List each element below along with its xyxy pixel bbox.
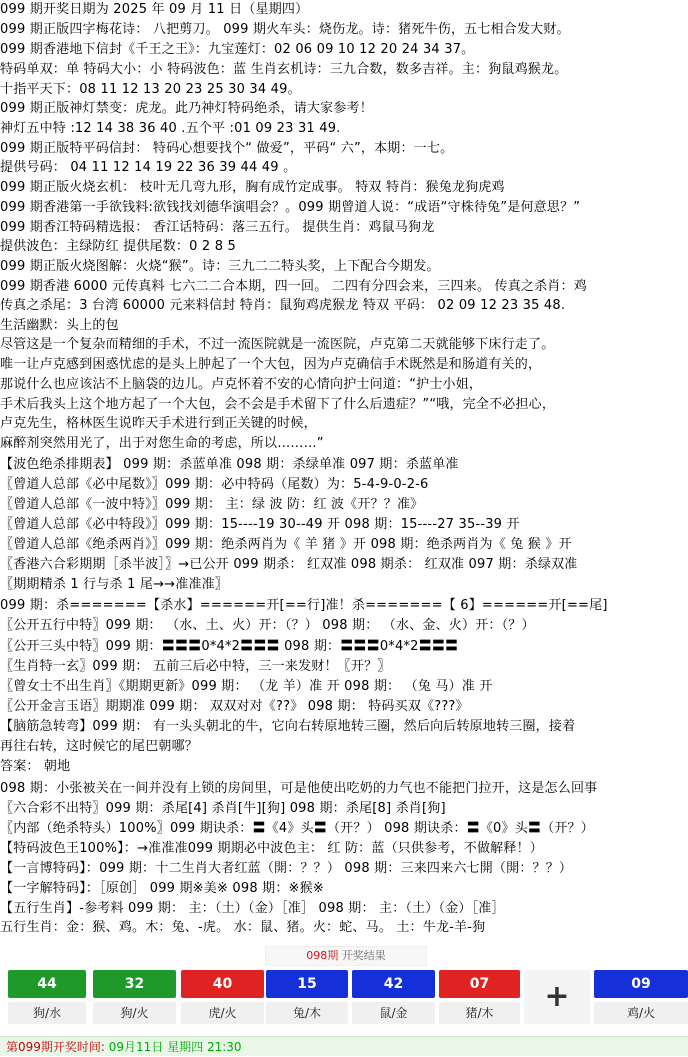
result-label: 猪/木 <box>439 1002 520 1024</box>
text-line: 〖曾道人总部《必中尾数》〗099 期：必中特码（尾数）为：5-4-9-0-2-6 <box>0 477 429 492</box>
next-draw-label: 第099期开奖时间: <box>6 1040 105 1054</box>
text-line: 【五行生肖】-参考料 099 期： 主：（土）（金）［准］ 098 期： 主：（土）（金）［准］ <box>0 901 505 916</box>
result-ball: 42 <box>352 970 435 998</box>
text-line: 099 期正版火烧玄机： 枝叶无几弯九形，胸有成竹定成事。 特双 特肖：猴兔龙狗虎鸡 <box>0 180 505 195</box>
text-line: 〖六合彩不出特〗099 期：杀尾[4] 杀肖[牛][狗] 098 期：杀尾[8] 杀肖[狗] <box>0 801 446 816</box>
text-line: 唯一让卢克感到困惑忧虑的是头上肿起了一个大包，因为卢克确信手术既然是和肠道有关的， <box>0 357 542 372</box>
text-line: 提供号码： 04 11 12 14 19 22 36 39 44 49 。 <box>0 160 297 175</box>
text-line: 答案： 朝地 <box>0 759 71 774</box>
text-line: 【一字解特码】：［原创］ 099 期※美※ 098 期：※猴※ <box>0 881 324 896</box>
result-ball: 32 <box>93 970 176 998</box>
text-line: 098 期：小张被关在一间并没有上锁的房间里，可是他使出吃奶的力气也不能把门拉开，这是怎么回事 <box>0 781 598 796</box>
text-line: 099 期正版四字梅花诗： 八把剪刀。 099 期火车头：烧伤龙。诗：猪死牛伤，五七相合发大财。 <box>0 22 570 37</box>
text-line: 〖公开三头中特〗099 期：〓〓〓0*4*2〓〓〓 098 期：〓〓〓0*4*2〓〓〓 <box>0 639 459 654</box>
text-line: 099 期香江特码精选报： 香江话特码：落三五行。 提供生肖：鸡鼠马狗龙 <box>0 220 435 235</box>
text-line: 传真之杀尾：3 台湾 60000 元来料信封 特肖：鼠狗鸡虎猴龙 特双 平码： 02 09 12 23 35 48. <box>0 298 566 313</box>
text-line: 099 期香港第一手欲钱料:欲钱找刘德华演唱会？。099 期曾道人说：“成语“守株待兔”是何意思？” <box>0 200 581 215</box>
text-line: 099 期香港地下信封《千王之王》：九宝莲灯：02 06 09 10 12 20 24 34 37。 <box>0 42 475 57</box>
text-line: 十指平天下：08 11 12 13 20 23 25 30 34 49。 <box>0 82 301 97</box>
text-line: 【一言博特码】：099 期：十二生肖大者红蓝（開：？？） 098 期：三来四来六七開（開：？？） <box>0 861 573 876</box>
next-draw-time <box>0 1036 688 1056</box>
text-line: 〖生肖特一玄〗099 期： 五前三后必中特，三一来发财！〖开？〗 <box>0 659 391 674</box>
text-line: 099 期：杀=======【杀水】======开[==行]准！杀=======【 6】======开[==尾] <box>0 598 608 613</box>
text-line: 尽管这是一个复杂而精细的手术，不过一流医院就是一流医院，卢克第二天就能够下床行走了。 <box>0 337 555 352</box>
text-line: 099 期开奖日期为 2025 年 09 月 11 日（星期四） <box>0 2 309 17</box>
results-title <box>265 946 427 966</box>
draw-results-panel <box>0 942 688 1056</box>
text-line: 099 期香港 6000 元传真料 七六二二合本期，四一回。 二四有分四会来，三四来。 传真之杀肖：鸡 <box>0 279 587 294</box>
text-line: 手术后我头上这个地方起了一个大包，会不会是手术留下了什么后遗症？”“哦，完全不必担心， <box>0 397 556 412</box>
text-line: 生活幽默：头上的包 <box>0 318 119 333</box>
results-issue: 098期 <box>306 949 339 962</box>
text-line: 〖公开金言玉语〗期期准 099 期： 双双对对《??》 098 期： 特码买双《???》 <box>0 699 469 714</box>
text-line: 099 期正版火烧图解：火烧“猴”。诗：三九二二特头奖，上下配合今期发。 <box>0 259 440 274</box>
next-draw-value: 09月11日 星期四 21:30 <box>108 1040 242 1054</box>
result-ball: 15 <box>266 970 348 998</box>
text-line: 〖曾道人总部《绝杀两肖》〗099 期：绝杀两肖为《 羊 猪 》开 098 期：绝杀两肖为《 兔 猴 》开 <box>0 537 572 552</box>
text-line: 特码单双：单 特码大小：小 特码波色：蓝 生肖玄机诗：三九合数，数多吉祥。主：狗鼠鸡猴龙。 <box>0 62 568 77</box>
result-label: 虎/火 <box>181 1002 264 1024</box>
result-ball: 07 <box>439 970 520 998</box>
result-label: 兔/木 <box>266 1002 348 1024</box>
result-label: 鼠/金 <box>352 1002 435 1024</box>
text-line: 〖公开五行中特〗099 期： （水、土、火）开：（？） 098 期： （水、金、火）开：（？） <box>0 618 535 633</box>
result-ball: 40 <box>181 970 264 998</box>
results-title-text: 开奖结果 <box>341 949 386 962</box>
text-line: 〖曾道人总部《必中特段》〗099 期：15----19 30--49 开 098 期：15----27 35--39 开 <box>0 517 520 532</box>
text-line: 099 期正版特平码信封： 特码心想要找个“ 做爱”，平码“ 六”，本期：一七。 <box>0 141 454 156</box>
text-line: 麻醉剂突然用光了，出于对您生命的考虑，所以………” <box>0 436 324 451</box>
result-label: 狗/火 <box>93 1002 176 1024</box>
text-line: 〖香港六合彩期期［杀半波］〗→已公开 099 期杀： 红双准 098 期杀： 红双准 097 期：杀绿双准 <box>0 557 578 572</box>
plus-icon: + <box>524 970 590 1024</box>
text-line: 099 期正版神灯禁变：虎龙。此乃神灯特码绝杀，请大家参考！ <box>0 101 373 116</box>
text-line: 【波色绝杀排期表】 099 期：杀蓝单准 098 期：杀绿单准 097 期：杀蓝单准 <box>0 457 459 472</box>
text-line: 神灯五中特 :12 14 38 36 40 .五个平 :01 09 23 31 49. <box>0 121 341 136</box>
text-line: 提供波色：主绿防红 提供尾数：0 2 8 5 <box>0 239 237 254</box>
text-line: 〖曾女士不出生肖〗《期期更新》099 期： （龙 羊）准 开 098 期： （兔 马）准 开 <box>0 679 493 694</box>
result-label: 狗/水 <box>8 1002 86 1024</box>
text-line: 〖期期精杀 1 行与杀 1 尾→→准准准〗 <box>0 577 229 592</box>
text-line: 那说什么也应该沾不上脑袋的边儿。卢克怀着不安的心情向护士问道：“护士小姐， <box>0 377 483 392</box>
special-label: 鸡/火 <box>594 1002 688 1024</box>
text-line: 五行生肖：金：猴、鸡。木：兔、-虎。 水：鼠、猪。火：蛇、马。 土：牛龙-羊-狗 <box>0 920 486 935</box>
text-line: 【特码波色王100%】：→准准准099 期期必中波色主： 红 防：蓝（只供参考，不做解释！） <box>0 841 543 856</box>
text-line: 卢克先生，格林医生说昨天手术进行到正关键的时候， <box>0 416 317 431</box>
text-line: 〖内部（绝杀特头）100%〗099 期诀杀：〓《4》头〓（开？） 098 期诀杀：〓《0》头〓（开？） <box>0 821 594 836</box>
text-line: 〖曾道人总部《一波中特》〗099 期： 主：绿 波 防：红 波《开？？准》 <box>0 497 424 512</box>
text-line: 再往右转，这时候它的尾巴朝哪？ <box>0 739 199 754</box>
text-line: 【脑筋急转弯】099 期： 有一头头朝北的牛，它向右转原地转三圈，然后向后转原地转三圈，接着 <box>0 719 576 734</box>
special-ball: 09 <box>594 970 688 998</box>
result-ball: 44 <box>8 970 86 998</box>
